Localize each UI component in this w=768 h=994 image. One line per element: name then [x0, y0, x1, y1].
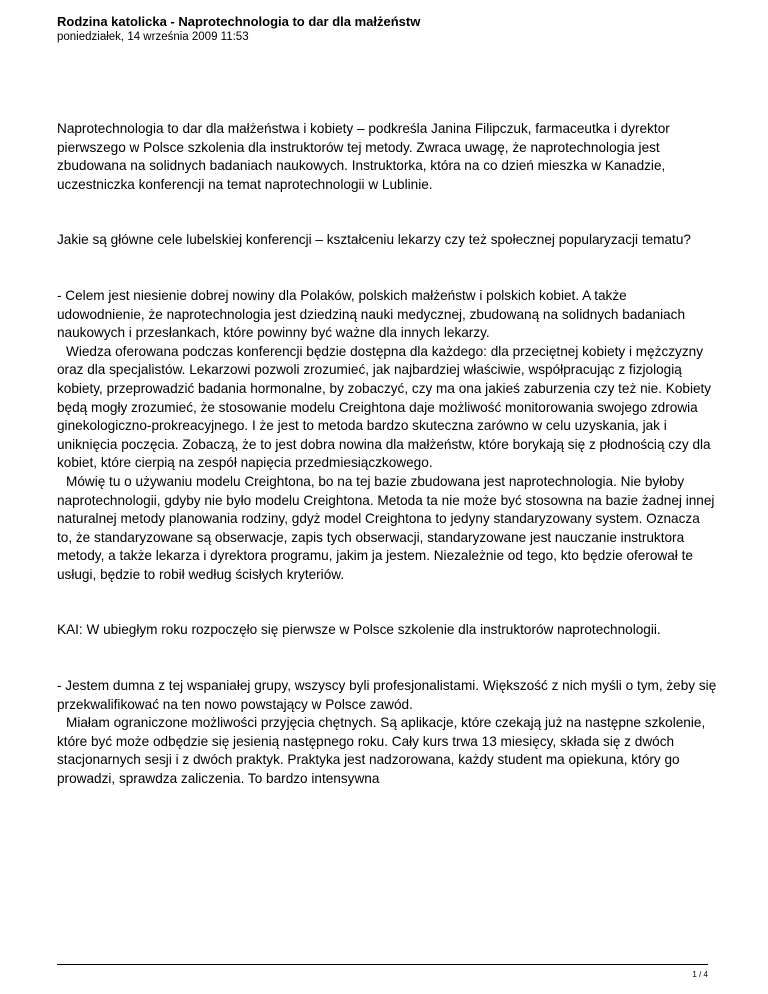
- question-paragraph: Jakie są główne cele lubelskiej konferencji – kształceniu lekarzy czy też społecznej popularyzacji tematu?: [57, 232, 691, 248]
- answer-paragraph: Miałam ograniczone możliwości przyjęcia chętnych. Są aplikacje, które czekają już na następne szkolenie, które być może odbędzie się jesienią następnego roku. Cały kurs trwa 13 miesięcy, składa się z dwóch stacjonarnych sesji i z dwóch praktyk. Praktyka jest nadzorowana, każdy student ma opiekuna, który go prowadzi, sprawdza zaliczenia. To bardzo intensywna: [57, 715, 706, 787]
- paragraph-spacer: [57, 250, 717, 287]
- answer-paragraph: Mówię tu o używaniu modelu Creightona, bo na tej bazie zbudowana jest naprotechnologia. Nie byłoby naprotechnologii, gdyby nie było modelu Creightona. Metoda ta nie może być stosowna na bazie żadnej innej naturalnej metody planowania rodziny, gdyż model Creightona to jedyny standaryzowany system. Oznacza to, że standaryzowane są obserwacje, zapis tych obserwacji, standaryzowane jest nauczanie instruktora metody, a także lekarza i dyrektora programu, jakim ja jestem. Niezależnie od tego, kto będzie oferował te usługi, będzie to robił według ścisłych kryteriów.: [57, 473, 715, 582]
- document-title: Rodzina katolicka - Naprotechnologia to dar dla małżeństw: [57, 14, 421, 29]
- lead-paragraph: Naprotechnologia to dar dla małżeństwa i kobiety – podkreśla Janina Filipczuk, farmaceutka i dyrektor pierwszego w Polsce szkolenia dla instruktorów tej metody. Zwraca uwagę, że naprotechnologia jest zbudowana na solidnych badaniach naukowych. Instruktorka, która na co dzień mieszka w Kanadzie, uczestniczka konferencji na temat naprotechnologii w Lublinie.: [57, 121, 670, 192]
- answer-paragraph: - Celem jest niesienie dobrej nowiny dla Polaków, polskich małżeństw i polskich kobiet. A także udowodnienie, że naprotechnologia jest dziedziną nauki medycznej, zbudowaną na solidnych badaniach naukowych i przesłankach, które powinny być ważne dla innych lekarzy.: [57, 287, 686, 341]
- page-number: 1 / 4: [692, 970, 708, 979]
- paragraph-spacer: [57, 584, 717, 621]
- publication-date: poniedziałek, 14 września 2009 11:53: [57, 31, 249, 43]
- question-paragraph: KAI: W ubiegłym roku rozpoczęło się pierwsze w Polsce szkolenie dla instruktorów naprotechnologii.: [57, 622, 661, 638]
- answer-paragraph: Wiedza oferowana podczas konferencji będzie dostępna dla każdego: dla przeciętnej kobiety i mężczyzny oraz dla specjalistów. Lekarzowi pozwoli zrozumieć, jak najbardziej właściwie, współpracując z fizjologią kobiety, przeprowadzić badania hormonalne, by zobaczyć, czy ma ona jakieś zaburzenia czy też nie. Kobiety będą mogły zrozumieć, że stosowanie modelu Creightona daje możliwość monitorowania swojego zdrowia ginekologiczno-prokreacyjnego. I że jest to metoda bardzo skuteczna zarówno w celu uzyskania, jak i uniknięcia poczęcia. Zobaczą, że to jest dobra nowina dla małżeństw, które borykają się z płodnością czy dla kobiet, które cierpią na zespół napięcia przedmiesiączkowego.: [57, 343, 712, 471]
- footer-divider: [57, 964, 708, 965]
- document-header: [57, 14, 717, 45]
- answer-paragraph: - Jestem dumna z tej wspaniałej grupy, wszyscy byli profesjonalistami. Większość z nich myśli o tym, żeby się przekwalifikować na ten nowo powstający w Polsce zawód.: [57, 678, 717, 712]
- article-body: [57, 120, 717, 789]
- paragraph-spacer: [57, 640, 717, 677]
- paragraph-spacer: [57, 194, 717, 231]
